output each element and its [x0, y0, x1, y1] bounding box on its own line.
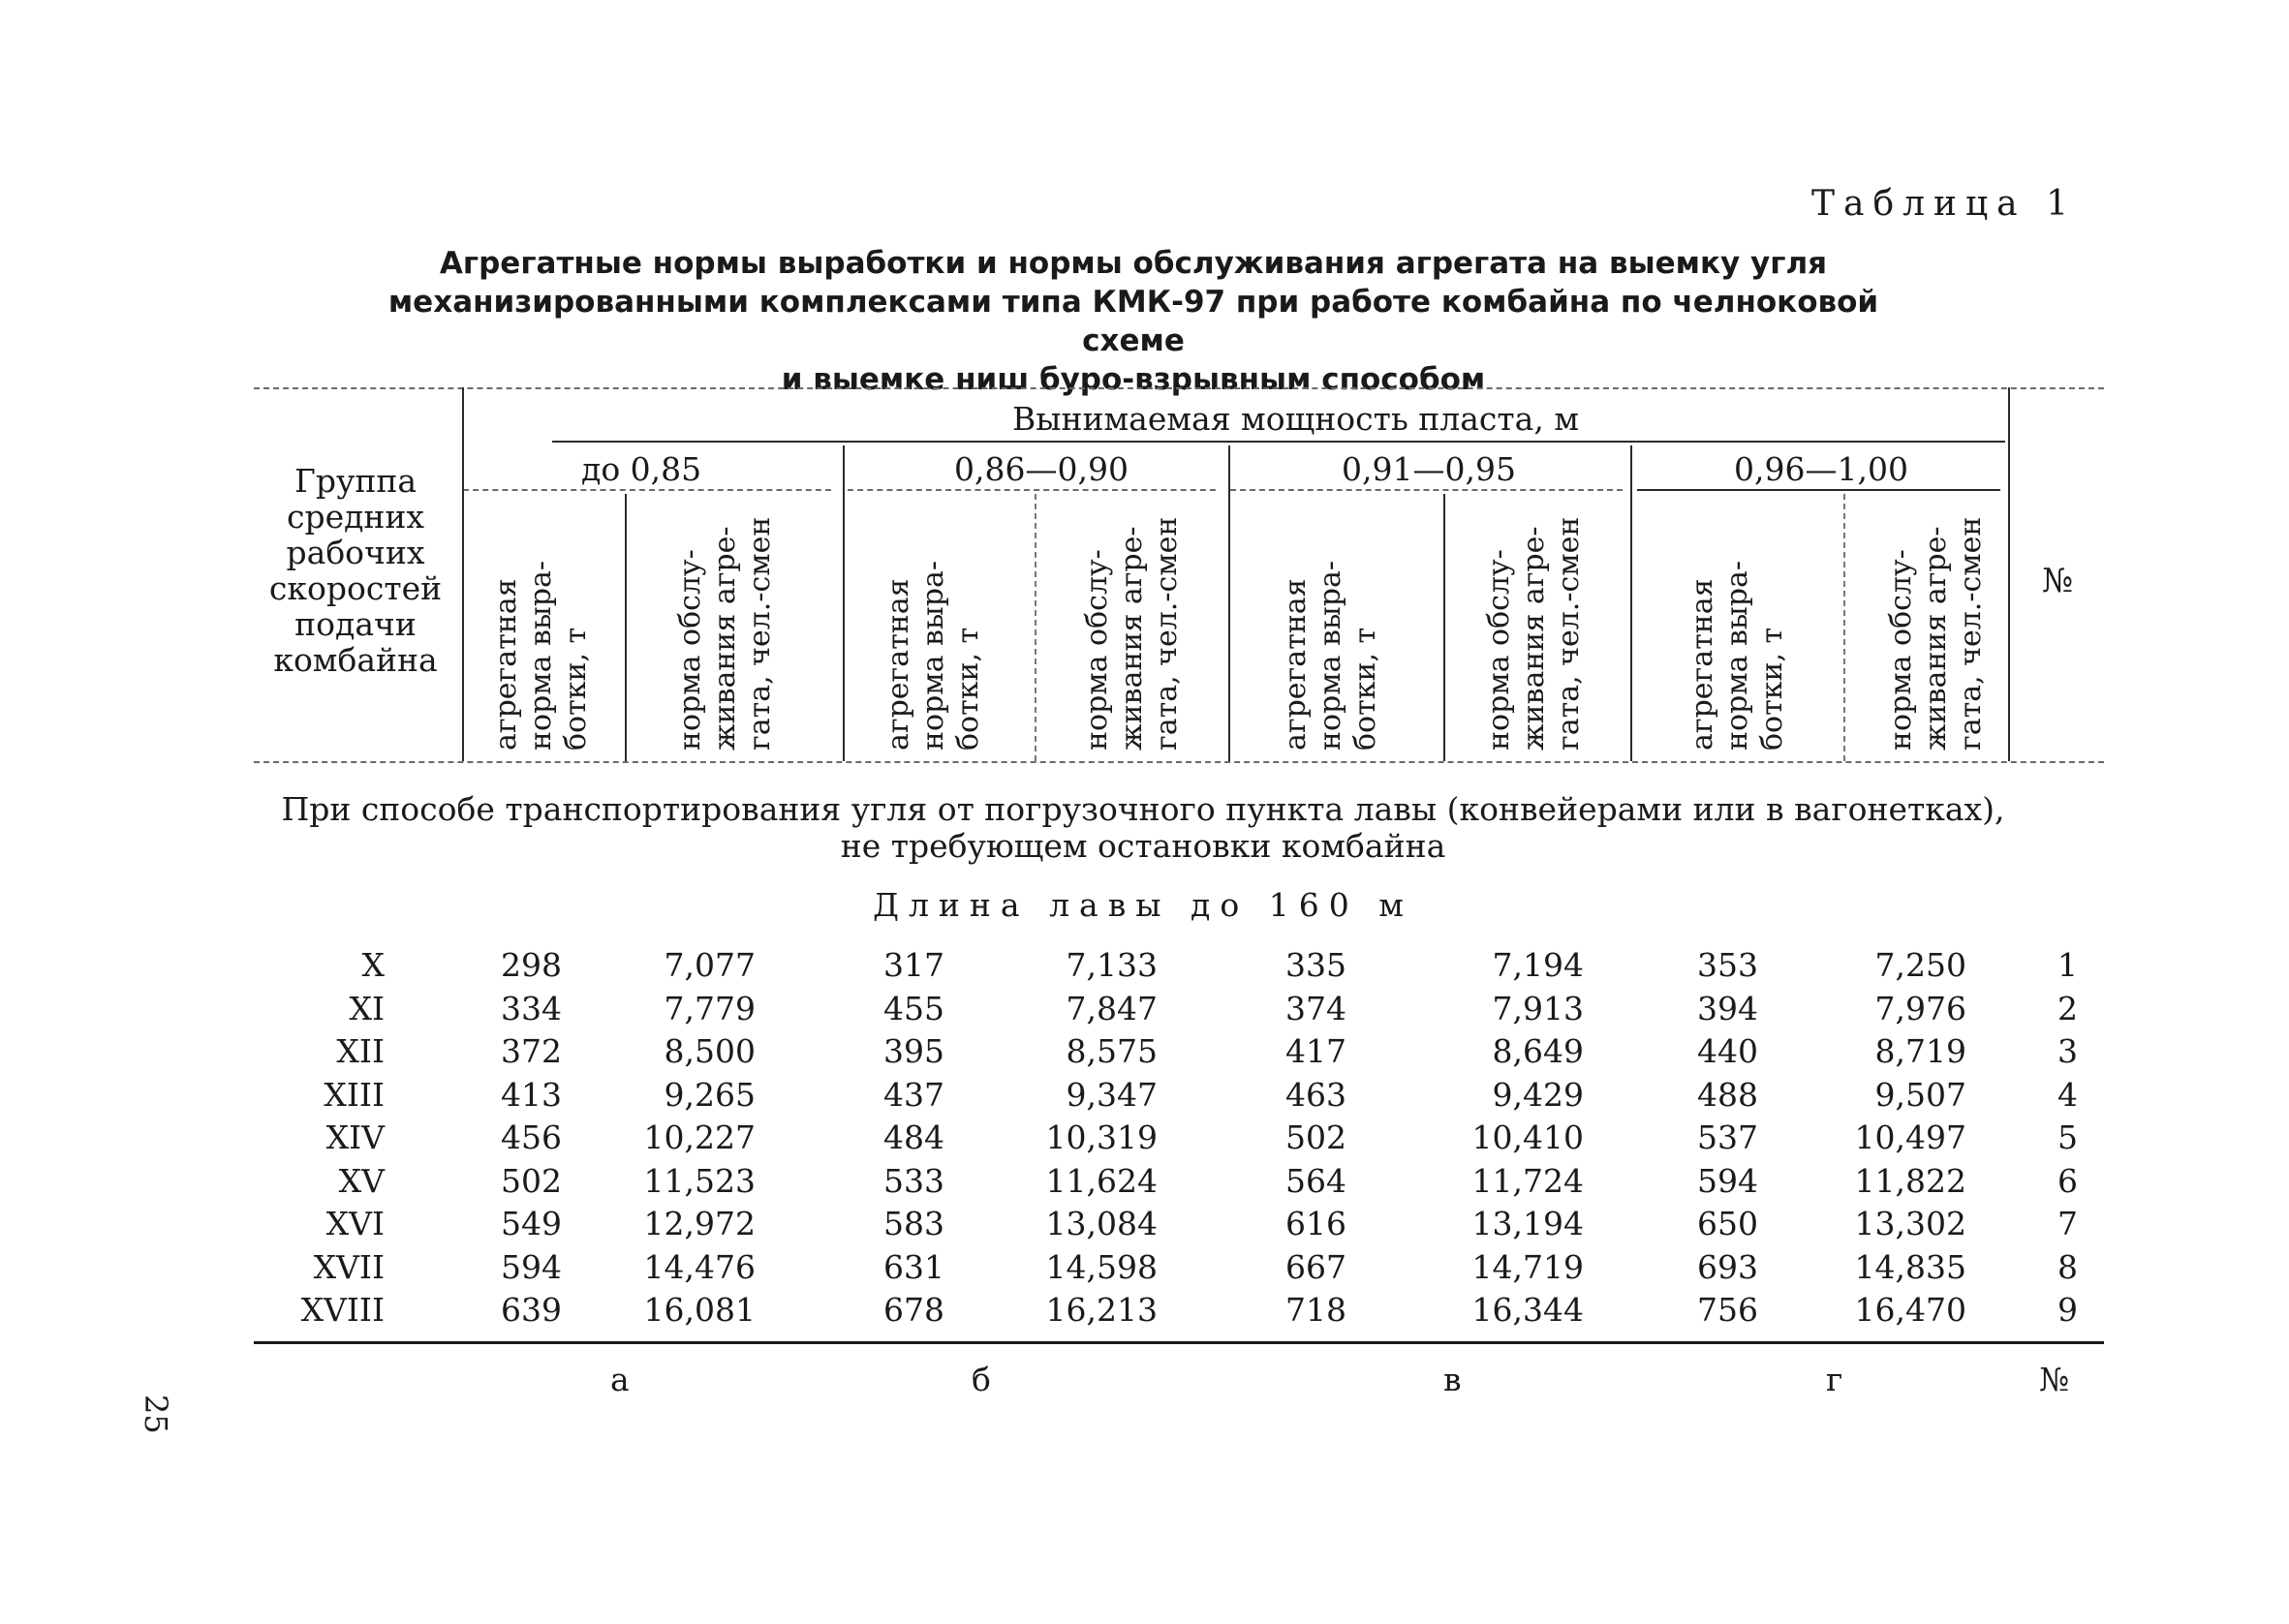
row-number: 4 — [2057, 1075, 2078, 1114]
cell-service-a: 11,523 — [643, 1161, 756, 1200]
col-service-line: гата, чел.-смен — [1150, 516, 1184, 751]
row-group: XIV — [325, 1118, 385, 1156]
divider-v1-v2 — [1443, 494, 1445, 761]
divider-v-g — [1630, 445, 1632, 761]
divider-a-b — [843, 445, 845, 761]
cell-service-g: 9,507 — [1874, 1075, 1966, 1114]
cell-norm-g: 650 — [1697, 1205, 1758, 1242]
cell-norm-b: 484 — [883, 1118, 944, 1156]
cell-service-b: 14,598 — [1045, 1247, 1158, 1286]
section-subhead: Длина лавы до 160 м — [873, 886, 1413, 924]
col-service-line: гата, чел.-смен — [743, 516, 777, 751]
cell-service-g: 7,976 — [1874, 989, 1966, 1027]
cell-service-b: 8,575 — [1066, 1032, 1158, 1070]
col-norm-line: ботки, т — [1348, 627, 1382, 751]
table-row — [0, 1117, 2289, 1159]
cell-service-v: 9,429 — [1492, 1075, 1584, 1114]
col-norm-line: норма выра- — [916, 560, 950, 751]
row-group: XIII — [324, 1075, 385, 1114]
cell-norm-v: 335 — [1285, 946, 1346, 984]
divider-b-v — [1228, 445, 1230, 761]
col-service-line: живания агре- — [708, 526, 742, 751]
group-header-line: средних — [286, 498, 425, 536]
col-service-line: гата, чел.-смен — [1552, 516, 1586, 751]
range-header-a: до 0,85 — [581, 450, 702, 488]
num-divider — [2008, 387, 2010, 761]
cell-service-b: 7,847 — [1066, 989, 1158, 1027]
cell-service-g: 13,302 — [1854, 1205, 1966, 1242]
row-group: XII — [336, 1032, 385, 1070]
cell-service-g: 8,719 — [1874, 1032, 1966, 1070]
divider-a1-a2 — [625, 494, 627, 761]
cell-norm-v: 718 — [1285, 1291, 1346, 1329]
cell-norm-g: 537 — [1697, 1118, 1758, 1156]
cell-norm-v: 616 — [1285, 1205, 1346, 1242]
cell-service-a: 14,476 — [643, 1247, 756, 1286]
cell-norm-v: 417 — [1285, 1032, 1346, 1070]
col-norm-line: ботки, т — [559, 627, 593, 751]
row-number: 7 — [2057, 1205, 2078, 1242]
cell-service-v: 10,410 — [1471, 1118, 1584, 1156]
row-group: X — [361, 946, 385, 984]
cell-service-v: 13,194 — [1471, 1205, 1584, 1242]
row-number: 3 — [2057, 1032, 2078, 1070]
cell-service-b: 11,624 — [1045, 1161, 1158, 1200]
group-header-line: подачи — [294, 605, 417, 643]
cell-service-b: 10,319 — [1045, 1118, 1158, 1156]
caption-rule — [552, 441, 2005, 443]
col-norm-line: агрегатная — [882, 578, 915, 751]
footer-label-g: г — [1826, 1361, 1843, 1398]
col-norm-a — [489, 504, 594, 751]
cell-service-v: 8,649 — [1492, 1032, 1584, 1070]
cell-service-b: 13,084 — [1045, 1205, 1158, 1242]
cell-service-a: 8,500 — [664, 1032, 756, 1070]
footer-label-v: в — [1443, 1361, 1462, 1398]
num-header: № — [2042, 562, 2074, 600]
cell-service-v: 7,913 — [1492, 989, 1584, 1027]
col-service-b — [1080, 494, 1185, 751]
page-number: 25 — [138, 1394, 174, 1434]
cell-service-a: 7,077 — [664, 946, 756, 984]
group-header — [254, 463, 457, 678]
cell-norm-b: 583 — [883, 1205, 944, 1242]
cell-service-v: 7,194 — [1492, 946, 1584, 984]
row-group: XV — [338, 1161, 385, 1200]
range-rule-4 — [1637, 489, 2000, 491]
col-service-line: норма обслу- — [1884, 549, 1918, 751]
col-norm-line: агрегатная — [1686, 578, 1719, 751]
col-service-line: живания агре- — [1115, 526, 1149, 751]
col-service-line: живания агре- — [1517, 526, 1551, 751]
cell-norm-g: 756 — [1697, 1291, 1758, 1329]
cell-norm-a: 639 — [501, 1291, 562, 1329]
cell-norm-v: 463 — [1285, 1075, 1346, 1114]
col-service-g — [1884, 494, 1989, 751]
cell-norm-v: 564 — [1285, 1161, 1346, 1200]
group-header-line: рабочих — [286, 534, 425, 571]
cell-service-v: 11,724 — [1471, 1161, 1584, 1200]
cell-norm-b: 455 — [883, 989, 944, 1027]
cell-service-v: 14,719 — [1471, 1247, 1584, 1286]
cell-service-a: 7,779 — [664, 989, 756, 1027]
cell-norm-b: 437 — [883, 1075, 944, 1114]
cell-norm-b: 533 — [883, 1161, 944, 1200]
cell-norm-a: 298 — [501, 946, 562, 984]
cell-service-g: 10,497 — [1854, 1118, 1966, 1156]
cell-service-b: 16,213 — [1045, 1291, 1158, 1329]
cell-norm-g: 488 — [1697, 1075, 1758, 1114]
cell-norm-g: 594 — [1697, 1161, 1758, 1200]
group-divider — [462, 387, 464, 761]
group-header-line: скоростей — [268, 569, 443, 607]
row-group: XI — [349, 989, 385, 1027]
table-title — [368, 244, 1899, 399]
col-norm-line: агрегатная — [1279, 578, 1313, 751]
cell-norm-g: 440 — [1697, 1032, 1758, 1070]
cell-service-a: 10,227 — [643, 1118, 756, 1156]
col-norm-line: ботки, т — [951, 627, 985, 751]
title-line-2: механизированными комплексами типа КМК-97 при работе комбайна по челноковой схеме — [387, 285, 1879, 358]
cell-norm-b: 631 — [883, 1247, 944, 1286]
header-bottom-rule — [254, 761, 2104, 763]
table-row — [0, 1030, 2289, 1073]
table-bottom-rule — [254, 1341, 2104, 1344]
col-norm-line: агрегатная — [489, 578, 523, 751]
footer-label-b: б — [972, 1361, 991, 1398]
group-header-line: Группа — [294, 462, 418, 500]
row-number: 2 — [2057, 989, 2078, 1027]
thickness-caption: Вынимаемая мощность пласта, м — [1012, 400, 1579, 438]
cell-norm-g: 394 — [1697, 989, 1758, 1027]
range-header-b: 0,86—0,90 — [954, 450, 1129, 488]
col-service-v — [1482, 494, 1587, 751]
col-norm-line: норма выра- — [524, 560, 558, 751]
cell-norm-a: 502 — [501, 1161, 562, 1200]
row-number: 8 — [2057, 1247, 2078, 1286]
col-service-line: гата, чел.-смен — [1954, 516, 1988, 751]
col-norm-line: норма выра- — [1720, 560, 1754, 751]
cell-service-b: 7,133 — [1066, 946, 1158, 984]
cell-service-g: 7,250 — [1874, 946, 1966, 984]
cell-norm-g: 693 — [1697, 1247, 1758, 1286]
row-number: 1 — [2057, 946, 2078, 984]
col-service-a — [673, 494, 778, 751]
row-group: XVII — [313, 1247, 385, 1286]
cell-norm-a: 549 — [501, 1205, 562, 1242]
row-group: XVIII — [300, 1291, 385, 1329]
cell-norm-a: 456 — [501, 1118, 562, 1156]
header-top-rule — [254, 387, 2104, 389]
cell-service-v: 16,344 — [1471, 1291, 1584, 1329]
table-row — [0, 1203, 2289, 1245]
section-line-2: не требующем остановки комбайна — [840, 827, 1446, 865]
cell-service-g: 11,822 — [1854, 1161, 1966, 1200]
divider-b1-b2 — [1035, 494, 1036, 761]
cell-norm-b: 678 — [883, 1291, 944, 1329]
cell-service-a: 16,081 — [643, 1291, 756, 1329]
table-row — [0, 1160, 2289, 1203]
cell-service-g: 16,470 — [1854, 1291, 1966, 1329]
col-norm-v — [1279, 504, 1383, 751]
col-service-line: норма обслу- — [1080, 549, 1114, 751]
col-service-line: живания агре- — [1919, 526, 1953, 751]
range-rule-2 — [848, 489, 1216, 491]
range-header-g: 0,96—1,00 — [1734, 450, 1908, 488]
col-norm-line: норма выра- — [1314, 560, 1347, 751]
col-norm-line: ботки, т — [1755, 627, 1789, 751]
title-line-1: Агрегатные нормы выработки и нормы обслуживания агрегата на выемку угля — [439, 246, 1828, 281]
section-description — [232, 791, 2054, 865]
table-row — [0, 1289, 2289, 1332]
footer-label-a: а — [610, 1361, 630, 1398]
table-label: Таблица 1 — [1811, 184, 2077, 224]
cell-norm-g: 353 — [1697, 946, 1758, 984]
table-row — [0, 988, 2289, 1030]
range-rule-1 — [463, 489, 831, 491]
range-header-v: 0,91—0,95 — [1342, 450, 1516, 488]
cell-norm-v: 667 — [1285, 1247, 1346, 1286]
row-group: XVI — [325, 1205, 385, 1242]
title-line-3: и выемке ниш буро-взрывным способом — [781, 362, 1486, 397]
group-header-line: комбайна — [273, 641, 438, 679]
col-service-line: норма обслу- — [1482, 549, 1516, 751]
cell-norm-b: 395 — [883, 1032, 944, 1070]
row-number: 6 — [2057, 1161, 2078, 1200]
col-service-line: норма обслу- — [673, 549, 707, 751]
table-row — [0, 1074, 2289, 1117]
cell-norm-b: 317 — [883, 946, 944, 984]
table-row — [0, 1246, 2289, 1289]
cell-norm-v: 502 — [1285, 1118, 1346, 1156]
section-line-1: При способе транспортирования угля от погрузочного пункта лавы (конвейерами или в вагонетках), — [281, 790, 2005, 828]
cell-norm-a: 594 — [501, 1247, 562, 1286]
row-number: 5 — [2057, 1118, 2078, 1156]
cell-norm-a: 413 — [501, 1075, 562, 1114]
table-row — [0, 944, 2289, 987]
cell-norm-v: 374 — [1285, 989, 1346, 1027]
cell-norm-a: 334 — [501, 989, 562, 1027]
col-norm-b — [882, 504, 986, 751]
cell-service-g: 14,835 — [1854, 1247, 1966, 1286]
cell-service-b: 9,347 — [1066, 1075, 1158, 1114]
cell-service-a: 9,265 — [664, 1075, 756, 1114]
footer-num: № — [2039, 1361, 2070, 1398]
cell-norm-a: 372 — [501, 1032, 562, 1070]
divider-g1-g2 — [1843, 494, 1845, 761]
cell-service-a: 12,972 — [643, 1205, 756, 1242]
col-norm-g — [1686, 504, 1790, 751]
range-rule-3 — [1230, 489, 1623, 491]
row-number: 9 — [2057, 1291, 2078, 1329]
